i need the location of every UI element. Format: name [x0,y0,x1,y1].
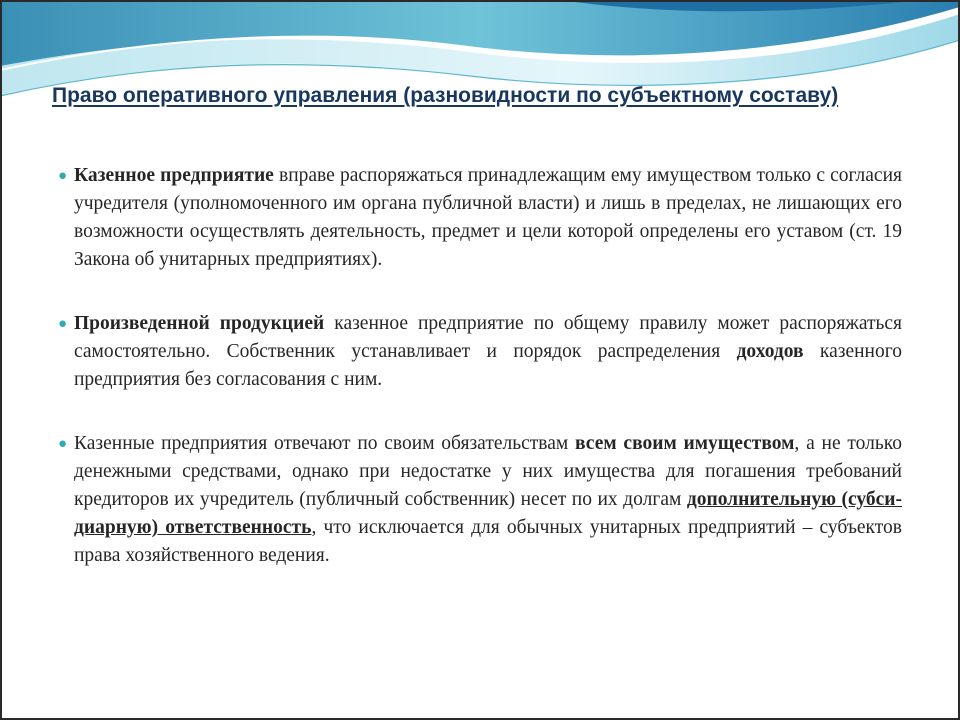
bullet-dot-icon: ● [58,436,68,452]
bullet-2-bold-mid: доходов [736,341,804,362]
bullet-2-text-2: казенного предприятия без согласования с ним. [74,341,902,390]
bullet-dot-icon: ● [58,316,68,332]
bullet-2-text-1: казенное предприятие по общему правилу может распоряжаться самостоятельно. Собственник устанавливает и порядок распределения [74,313,903,362]
bullet-1-text: вправе распоряжаться принадлежащим ему имуществом только с согласия учредителя (уполномоченного им органа публичной власти) и лишь в пределах, не лишающих его возможности осуществлять деятельность, предмет и цели которой определены его уставом (ст. 19 Закона об унитарных предприятиях). [74,165,902,270]
bullet-3-text-3: , что исключается для обычных унитарных предприятий – субъектов права хозяйственного ведения. [74,517,902,566]
bullet-1-lead: Казенное предприятие [74,165,274,186]
bullet-3-text-2: , а не только денежными средствами, однако при недостатке у них имущества для погашения требований кредиторов их учредитель (публичный собственник) несет по их долгам [74,433,902,510]
bullet-2-lead: Произведенной продукцией [74,313,325,334]
slide-title: Право оперативного управления (разновидности по субъектному составу) [52,84,839,107]
bullet-3-text-1: Казенные предприятия отвечают по своим обязательствам [74,433,576,454]
bullet-3-bold-1: всем своим имуществом [575,433,795,454]
bullet-3-bold-underline: дополнительную (субси-диарную) ответственность [74,489,902,538]
bullet-dot-icon: ● [58,168,68,184]
